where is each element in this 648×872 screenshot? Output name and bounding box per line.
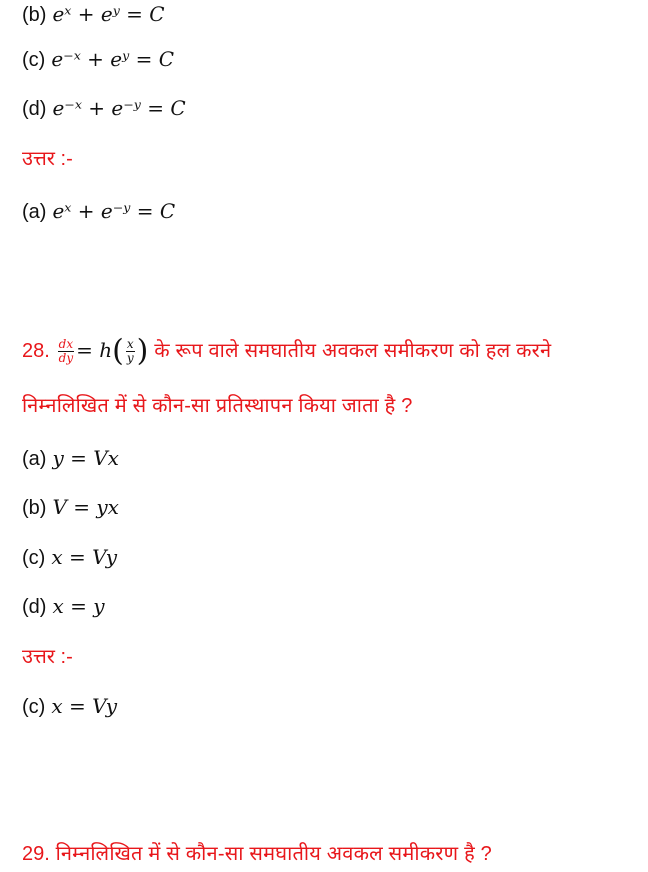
inner-denominator: y — [126, 350, 134, 365]
option-expression: x = Vy — [51, 545, 118, 569]
q29-question — [22, 840, 492, 868]
answer-label: (c) — [22, 696, 46, 718]
q27-option-d — [22, 94, 186, 123]
q28-question-line2: निम्नलिखित में से कौन-सा प्रतिस्थापन किया जाता है ? — [22, 395, 413, 417]
option-label: (d) — [22, 596, 47, 618]
question-text: के रूप वाले समघातीय अवकल समीकरण को हल करने — [154, 340, 552, 362]
fraction-numerator: dx — [58, 336, 74, 351]
derivative-fraction — [58, 338, 74, 365]
inner-fraction — [126, 338, 135, 365]
answer-label: (a) — [22, 201, 47, 223]
q27-option-c — [22, 45, 174, 74]
right-paren: ) — [136, 333, 149, 369]
q27-option-b — [22, 0, 165, 29]
q28-option-c — [22, 543, 117, 572]
option-label: (b) — [22, 4, 47, 26]
option-label: (c) — [22, 49, 46, 71]
q27-answer — [22, 197, 175, 226]
option-expression: e⁻ˣ + e⁻ʸ = C — [52, 96, 186, 120]
option-expression: eˣ + eʸ = C — [52, 2, 165, 26]
inner-numerator: x — [126, 336, 134, 351]
q28-answer-heading: उत्तर :- — [22, 646, 73, 668]
q28-question-line1 — [22, 333, 552, 369]
option-expression: x = y — [52, 594, 105, 618]
left-paren: ( — [112, 333, 124, 369]
question-text: निम्नलिखित में से कौन-सा समघातीय अवकल समीकरण है ? — [55, 843, 492, 865]
question-number: 29. — [22, 843, 50, 865]
option-expression: V = yx — [52, 495, 119, 519]
answer-expression: x = Vy — [51, 694, 118, 718]
fraction-denominator: dy — [58, 350, 74, 365]
question-number: 28. — [22, 340, 50, 362]
option-expression: y = Vx — [52, 446, 119, 470]
option-expression: e⁻ˣ + eʸ = C — [51, 47, 175, 71]
option-label: (d) — [22, 98, 47, 120]
equals-h: = h — [76, 338, 113, 362]
answer-expression: eˣ + e⁻ʸ = C — [52, 199, 176, 223]
q28-option-b — [22, 493, 119, 522]
q27-answer-heading: उत्तर :- — [22, 148, 73, 170]
q28-answer — [22, 692, 117, 721]
q28-option-d — [22, 592, 105, 621]
option-label: (c) — [22, 547, 46, 569]
option-label: (a) — [22, 448, 47, 470]
option-label: (b) — [22, 497, 47, 519]
q28-option-a — [22, 444, 119, 473]
